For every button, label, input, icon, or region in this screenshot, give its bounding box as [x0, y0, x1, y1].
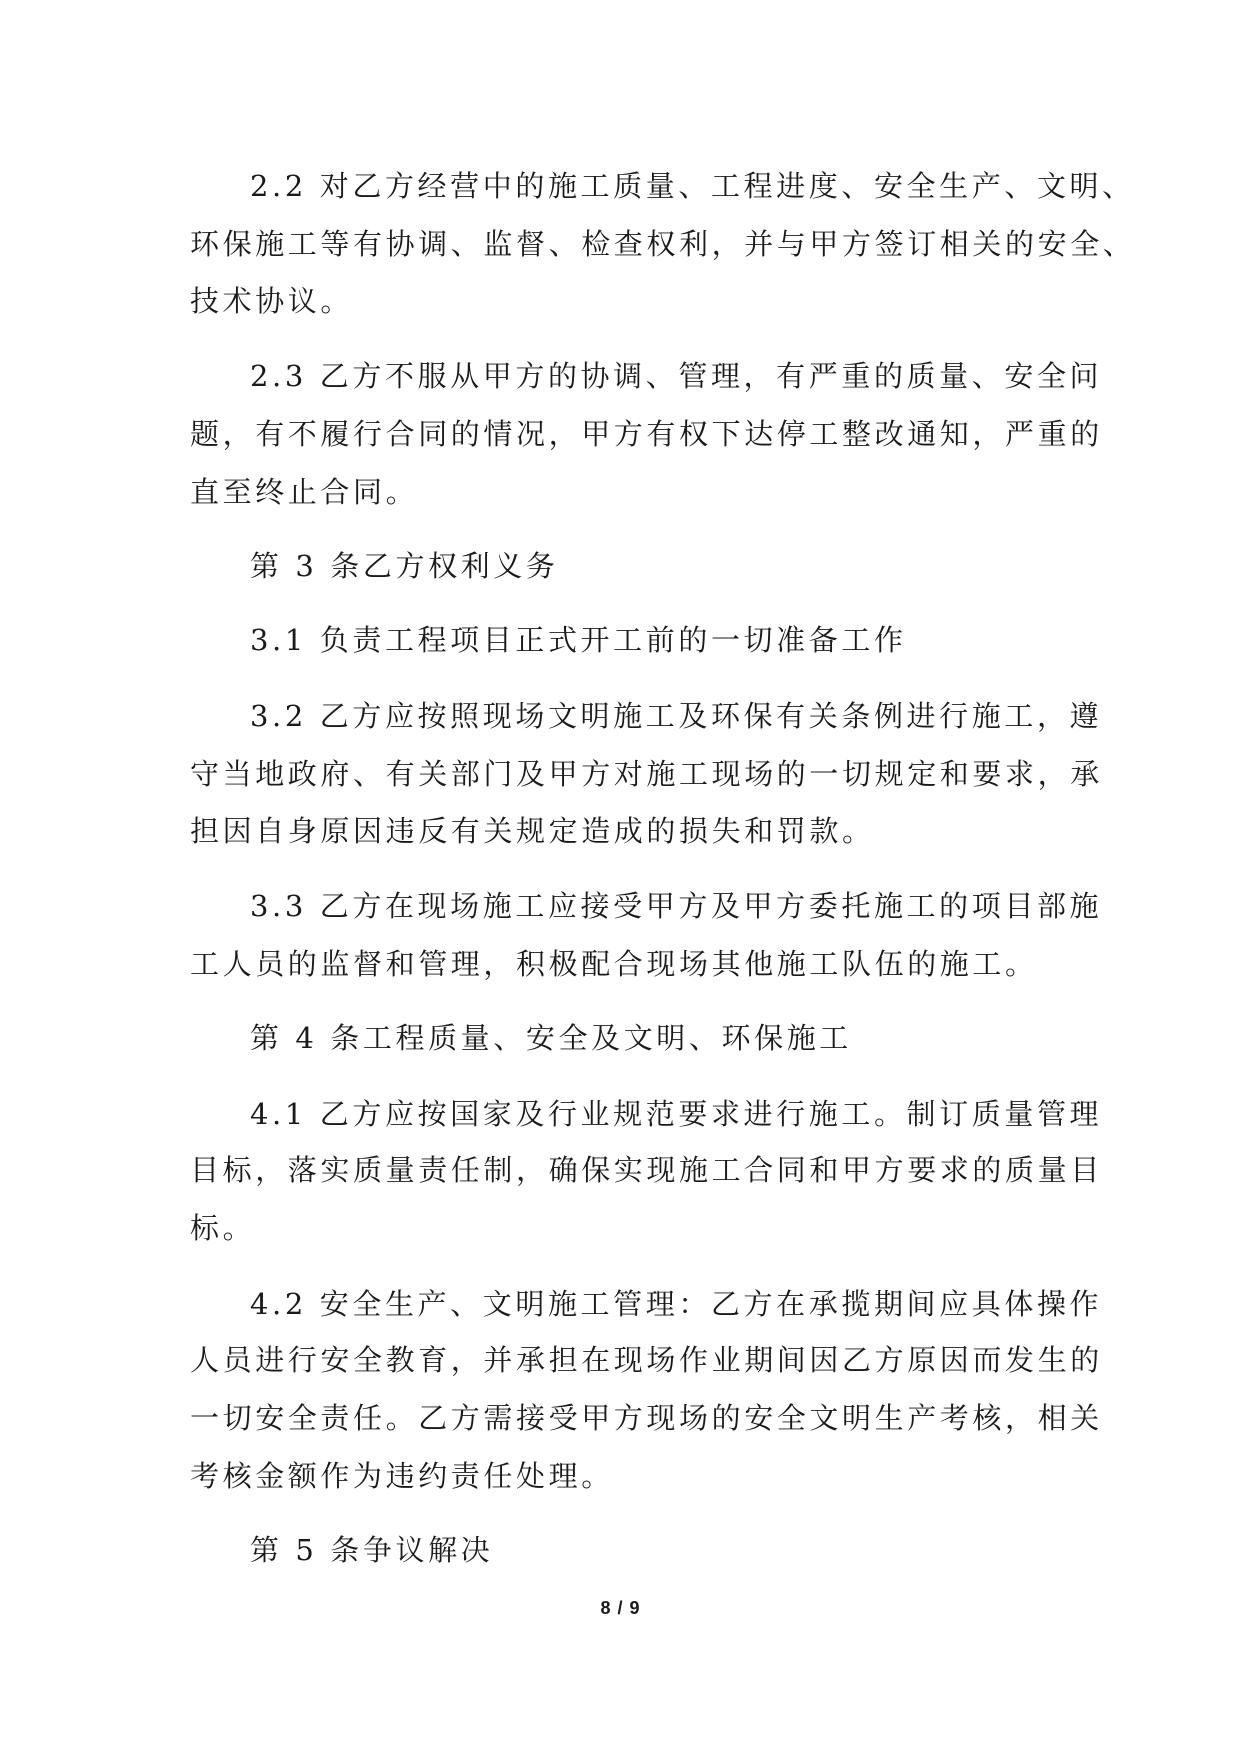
- section-heading: 第 4 条工程质量、安全及文明、环保施工: [250, 1021, 852, 1055]
- paragraph-line: 3.1 负责工程项目正式开工前的一切准备工作: [250, 623, 907, 657]
- paragraph-line: 标。: [190, 1211, 256, 1245]
- section-heading: 第 5 条争议解决: [250, 1533, 494, 1567]
- paragraph-line: 3.3 乙方在现场施工应接受甲方及甲方委托施工的项目部施: [250, 889, 1103, 923]
- paragraph-line: 题，有不履行合同的情况，甲方有权下达停工整改通知，严重的: [190, 417, 1103, 451]
- paragraph-line: 3.2 乙方应按照现场文明施工及环保有关条例进行施工，遵: [250, 699, 1103, 733]
- paragraph-line: 4.1 乙方应按国家及行业规范要求进行施工。制订质量管理: [250, 1097, 1103, 1131]
- paragraph-line: 一切安全责任。乙方需接受甲方现场的安全文明生产考核，相关: [190, 1401, 1103, 1435]
- paragraph-line: 4.2 安全生产、文明施工管理：乙方在承揽期间应具体操作: [250, 1287, 1103, 1321]
- paragraph-line: 技术协议。: [190, 284, 354, 318]
- page-number: 8 / 9: [600, 1598, 641, 1618]
- paragraph-line: 目标，落实质量责任制，确保实现施工合同和甲方要求的质量目: [190, 1153, 1103, 1187]
- paragraph-line: 守当地政府、有关部门及甲方对施工现场的一切规定和要求，承: [190, 757, 1103, 791]
- paragraph-line: 2.2 对乙方经营中的施工质量、工程进度、安全生产、文明、: [250, 169, 1135, 203]
- paragraph-line: 环保施工等有协调、监督、检查权利，并与甲方签订相关的安全、: [190, 227, 1136, 261]
- paragraph-line: 考核金额作为违约责任处理。: [190, 1459, 614, 1493]
- paragraph-line: 担因自身原因违反有关规定造成的损失和罚款。: [190, 814, 875, 848]
- paragraph-line: 人员进行安全教育，并承担在现场作业期间因乙方原因而发生的: [190, 1343, 1103, 1377]
- paragraph-line: 2.3 乙方不服从甲方的协调、管理，有严重的质量、安全问: [250, 359, 1103, 393]
- paragraph-line: 工人员的监督和管理，积极配合现场其他施工队伍的施工。: [190, 947, 1038, 981]
- paragraph-line: 直至终止合同。: [190, 475, 419, 509]
- section-heading: 第 3 条乙方权利义务: [250, 549, 559, 583]
